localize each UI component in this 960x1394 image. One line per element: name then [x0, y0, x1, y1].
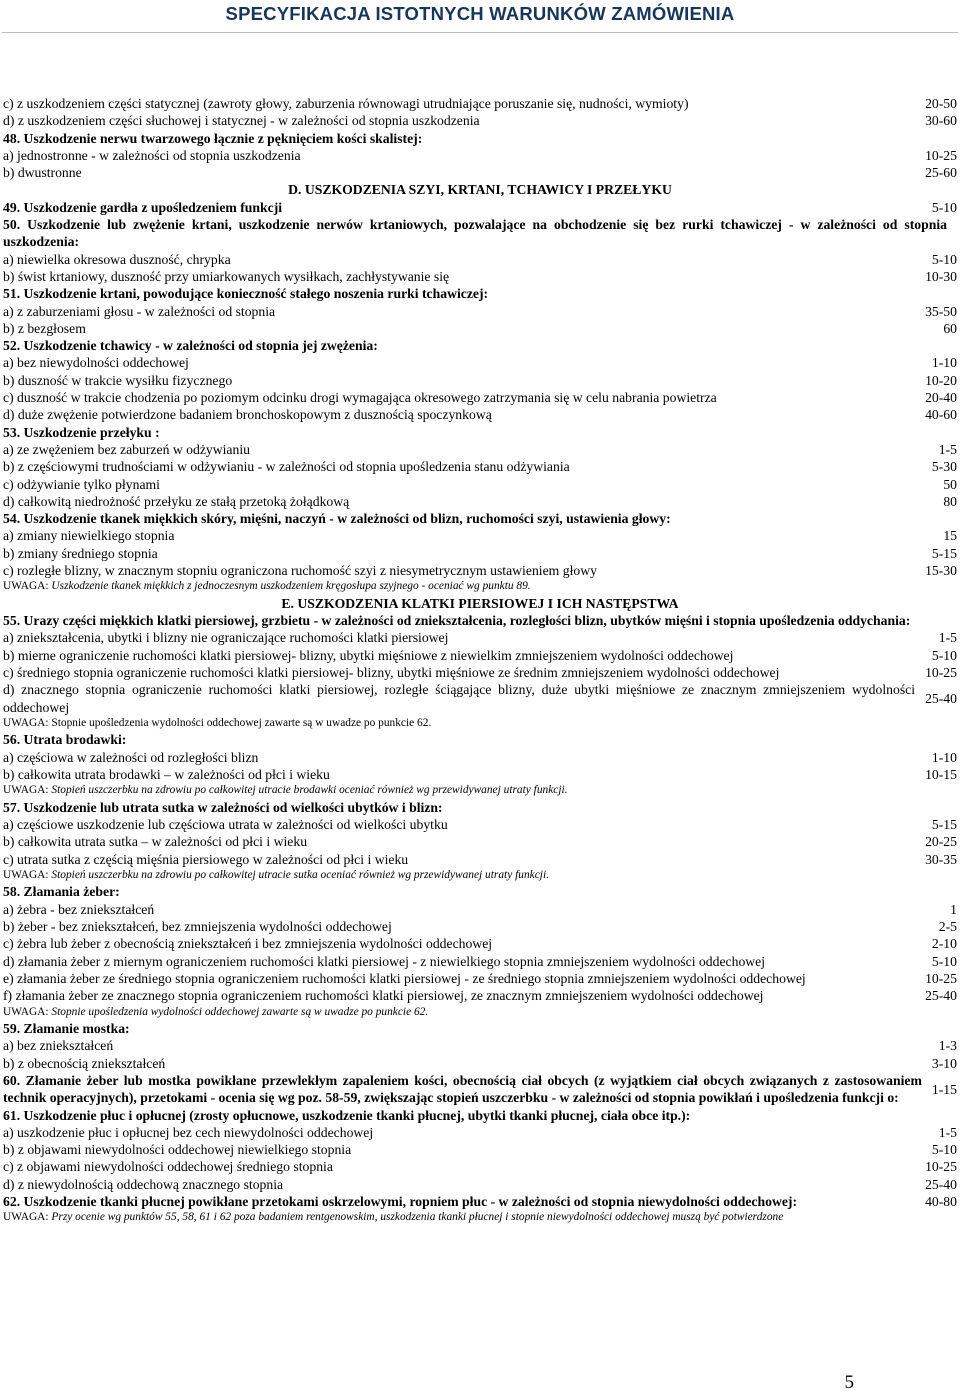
item-value: 80 [943, 493, 957, 509]
item-text: c) z uszkodzeniem części statycznej (zawroty głowy, zaburzenia równowagi utrudniające poruszanie się, nudności, wymioty) [3, 96, 689, 111]
item-value: 2-5 [938, 919, 957, 935]
item-value: 10-30 [925, 268, 957, 284]
item-row [3, 164, 957, 181]
item-value: 20-25 [925, 834, 957, 850]
item-row [3, 337, 957, 354]
note-text: Stopień uszczerbku na zdrowiu po całkowitej utracie brodawki oceniać również wg przewidywanej utraty funkcji. [51, 784, 568, 797]
item-row [3, 935, 957, 952]
item-value: 10-25 [925, 970, 957, 986]
item-row [3, 510, 957, 527]
item-text: f) złamania żeber ze znacznego stopnia ograniczeniem ruchomości klatki piersiowej, ze znacznym zmniejszeniem wydolności oddechowej [3, 988, 764, 1004]
item-value: 10-25 [925, 147, 957, 163]
item-row [3, 1124, 957, 1141]
item-row [3, 95, 957, 112]
item-row [3, 883, 957, 900]
item-value: 10-25 [925, 1159, 957, 1175]
item-text: d) znacznego stopnia ograniczenie ruchomości klatki piersiowej, rozległe ściągające blizny, duże ubytki mięśniowe ze znacznym zmniejszeniem wydolności oddechowej [3, 682, 916, 715]
item-row [3, 112, 957, 129]
item-text: d) z uszkodzeniem części słuchowej i statycznej - w zależności od stopnia uszkodzenia [3, 113, 480, 129]
item-row [3, 970, 957, 987]
item-row [3, 562, 957, 579]
item-value: 50 [943, 476, 957, 492]
item-value: 1-5 [938, 630, 957, 646]
item-text: b) zmiany średniego stopnia [3, 545, 158, 561]
item-row [3, 441, 957, 458]
item-text: a) z zaburzeniami głosu - w zależności od stopnia [3, 303, 276, 319]
note-text: Przy ocenie wg punktów 55, 58, 61 i 62 poza badaniem rentgenowskim, uszkodzenia tkanki płucnej i stopnie niewydolności oddechowej muszą być potwierdzone [51, 1211, 784, 1224]
item-text: 55. Urazy części miękkich klatki piersiowej, grzbietu - w zależności od zniekształcenia, rozległości blizn, ubytków mięśni i stopnia upośledzenia oddychania: [3, 613, 911, 629]
item-value: 5-10 [931, 1142, 957, 1158]
item-text: 60. Złamanie żeber lub mostka powikłane przewlekłym zapaleniem kości, obecnością ciał obcych (z wyjątkiem ciał obcych związanych z zastosowaniem technik operacyjnych), przetokami - ocenia się wg poz. 58-59, zwiększając stopień uszczerbku - w zależności od stopnia powikłań i upośledzenia funkcji o: [3, 1072, 922, 1106]
item-value: 40-80 [925, 1194, 957, 1210]
item-row [3, 320, 957, 337]
item-text: b) świst krtaniowy, duszność przy umiarkowanych wysiłkach, zachłystywanie się [3, 268, 450, 284]
item-text: b) z bezgłosem [3, 320, 86, 336]
item-row [3, 1158, 957, 1175]
item-row [3, 354, 957, 371]
item-row [3, 372, 957, 389]
item-text: 53. Uszkodzenie przełyku : [3, 424, 160, 440]
item-value: 5-10 [931, 199, 957, 215]
header-divider [2, 32, 958, 33]
item-value: 25-40 [925, 1176, 957, 1192]
item-value: 5-10 [931, 251, 957, 267]
item-text: c) żebra lub żeber z obecnością zniekształceń i bez zmniejszenia wydolności oddechowej [3, 936, 493, 952]
item-value: 25-60 [925, 165, 957, 181]
item-row [3, 664, 957, 681]
item-row [3, 216, 957, 251]
item-text: d) duże zwężenie potwierdzone badaniem bronchoskopowym z dusznością spoczynkową [3, 407, 492, 423]
item-text: 48. Uszkodzenie nerwu twarzowego łącznie z pęknięciem kości skalistej: [3, 130, 423, 146]
item-value: 40-60 [925, 407, 957, 423]
item-row [3, 147, 957, 164]
item-row [3, 406, 957, 423]
note-label: UWAGA: [3, 868, 49, 881]
item-row [3, 629, 957, 646]
item-text: c) odżywianie tylko płynami [3, 476, 160, 492]
item-text: b) żeber - bez zniekształceń, bez zmniejszenia wydolności oddechowej [3, 919, 392, 935]
item-row [3, 476, 957, 493]
item-row [3, 199, 957, 216]
item-value: 25-40 [925, 988, 957, 1004]
item-text: c) z objawami niewydolności oddechowej średniego stopnia [3, 1159, 333, 1175]
item-row [3, 612, 957, 629]
item-text: b) całkowita utrata brodawki – w zależności od płci i wieku [3, 766, 330, 782]
document-body [3, 95, 957, 1226]
item-value: 1 [950, 901, 957, 917]
item-row [3, 766, 957, 783]
item-value: 10-15 [925, 766, 957, 782]
item-value: 5-15 [931, 545, 957, 561]
item-value: 5-30 [931, 459, 957, 475]
item-row [3, 851, 957, 868]
note-label: UWAGA: [3, 580, 49, 593]
item-text: c) rozległe blizny, w znacznym stopniu ograniczona ruchomość szyi z niesymetrycznym ustawieniem głowy [3, 563, 597, 579]
item-value: 30-35 [925, 851, 957, 867]
note-text: Stopień uszczerbku na zdrowiu po całkowitej utracie sutka oceniać również wg przewidywanej utraty funkcji. [51, 868, 549, 881]
item-value: 1-3 [938, 1038, 957, 1054]
item-row [3, 833, 957, 850]
item-text: b) z obecnością zniekształceń [3, 1055, 166, 1071]
note-line [3, 783, 957, 799]
item-text: a) częściowe uszkodzenie lub częściowa utrata w zależności od wielkości ubytku [3, 817, 448, 833]
item-text: d) całkowitą niedrożność przełyku ze stałą przetoką żołądkową [3, 493, 350, 509]
item-value: 2-10 [931, 936, 957, 952]
note-line [3, 1005, 957, 1021]
item-row [3, 1141, 957, 1158]
item-text: 52. Uszkodzenie tchawicy - w zależności od stopnia jej zwężenia: [3, 338, 378, 354]
item-text: a) ze zwężeniem bez zaburzeń w odżywianiu [3, 441, 250, 457]
item-text: b) całkowita utrata sutka – w zależności od płci i wieku [3, 834, 308, 850]
item-row [3, 918, 957, 935]
item-text: c) utrata sutka z częścią mięśnia piersiowego w zależności od płci i wieku [3, 851, 409, 867]
item-text: b) dwustronne [3, 165, 82, 181]
page-number: 5 [844, 1372, 854, 1393]
item-value: 10-25 [925, 665, 957, 680]
item-text: a) częściowa w zależności od rozległości blizn [3, 749, 259, 765]
item-row [3, 1107, 957, 1124]
item-text: 59. Złamanie mostka: [3, 1021, 130, 1037]
section-heading: E. USZKODZENIA KLATKI PIERSIOWEJ I ICH NASTĘPSTWA [281, 595, 679, 611]
item-text: b) z częściowymi trudnościami w odżywianiu - w zależności od stopnia upośledzenia stanu odżywiania [3, 459, 570, 475]
item-value: 30-60 [925, 113, 957, 129]
item-text: c) duszność w trakcie chodzenia po poziomym odcinku drogi wymagająca okresowego zatrzymania się w celu nabrania powietrza [3, 390, 717, 406]
item-row [3, 749, 957, 766]
item-row [3, 731, 957, 748]
item-text: c) średniego stopnia ograniczenie ruchomości klatki piersiowej- blizny, ubytki mięśniowe ze średnim zmniejszeniem wydolności oddechowej [3, 665, 780, 680]
item-row [3, 285, 957, 302]
item-text: e) złamania żeber ze średniego stopnia ograniczeniem ruchomości klatki piersiowej - ze średniego stopnia zmniejszeniem wydolności oddechowej [3, 970, 806, 986]
note-text: Uszkodzenie tkanek miękkich z jednoczesnym uszkodzeniem kręgosłupa szyjnego - oceniać wg punktu 89. [51, 580, 531, 593]
item-text: a) bez niewydolności oddechowej [3, 355, 189, 371]
item-text: a) zniekształcenia, ubytki i blizny nie ograniczające ruchomości klatki piersiowej [3, 630, 449, 646]
item-text: b) z objawami niewydolności oddechowej niewielkiego stopnia [3, 1142, 352, 1158]
item-text: 56. Utrata brodawki: [3, 732, 127, 748]
item-value: 1-5 [938, 1124, 957, 1140]
item-value: 10-20 [925, 372, 957, 388]
item-value: 3-10 [931, 1055, 957, 1071]
item-row [3, 424, 957, 441]
item-value: 35-50 [925, 303, 957, 319]
item-value: 5-10 [931, 647, 957, 663]
item-row [3, 1193, 957, 1210]
note-line [3, 868, 957, 884]
item-text: 51. Uszkodzenie krtani, powodujące konieczność stałego noszenia rurki tchawiczej: [3, 286, 489, 302]
item-row [3, 458, 957, 475]
item-text: a) niewielka okresowa duszność, chrypka [3, 251, 231, 267]
item-value: 1-10 [931, 355, 957, 371]
section-heading: D. USZKODZENIA SZYI, KRTANI, TCHAWICY I PRZEŁYKU [288, 182, 672, 198]
item-text: a) zmiany niewielkiego stopnia [3, 528, 175, 544]
item-value: 25-40 [925, 690, 957, 706]
item-text: 58. Złamania żeber: [3, 884, 120, 900]
item-value: 15-30 [925, 563, 957, 579]
item-value: 5-15 [931, 817, 957, 833]
item-text: 61. Uszkodzenie płuc i opłucnej (zrosty opłucnowe, uszkodzenie tkanki płucnej, ubytki tkanki płucnej, ciała obce itp.): [3, 1107, 691, 1123]
note-text: Stopnie upośledzenia wydolności oddechowej zawarte są w uwadze po punkcie 62. [51, 1005, 429, 1018]
item-text: 57. Uszkodzenie lub utrata sutka w zależności od wielkości ubytków i blizn: [3, 799, 443, 815]
item-row [3, 545, 957, 562]
item-row [3, 1176, 957, 1193]
item-row [3, 268, 957, 285]
item-text: 50. Uszkodzenie lub zwężenie krtani, uszkodzenie nerwów krtaniowych, pozwalające na obchodzenie się bez rurki tchawiczej - w zależności od stopnia uszkodzenia: [3, 217, 947, 250]
note-line [3, 716, 957, 732]
item-text: a) jednostronne - w zależności od stopnia uszkodzenia [3, 147, 301, 163]
item-text: a) uszkodzenie płuc i opłucnej bez cech niewydolności oddechowej [3, 1124, 374, 1140]
item-row [3, 816, 957, 833]
item-text: b) mierne ograniczenie ruchomości klatki piersiowej- blizny, ubytki mięśniowe z niewielkim zmniejszeniem wydolności oddechowej [3, 647, 734, 663]
item-text: b) duszność w trakcie wysiłku fizycznego [3, 372, 233, 388]
note-line [3, 579, 957, 595]
item-row [3, 251, 957, 268]
item-row [3, 681, 957, 716]
note-label: UWAGA: [3, 1005, 49, 1018]
note-label: UWAGA: [3, 784, 49, 797]
item-text: a) żebra - bez zniekształceń [3, 901, 155, 917]
item-text: 62. Uszkodzenie tkanki płucnej powikłane przetokami oskrzelowymi, ropniem płuc - w zależności od stopnia niewydolności oddechowej: [3, 1194, 798, 1210]
item-row [3, 1037, 957, 1054]
item-row [3, 799, 957, 816]
note-label: UWAGA: Stopnie upośledzenia wydolności oddechowej zawarte są w uwadze po punkcie 62. [3, 716, 432, 729]
item-row [3, 130, 957, 147]
item-text: 54. Uszkodzenie tkanek miękkich skóry, mięśni, naczyń - w zależności od blizn, ruchomości szyi, ustawienia głowy: [3, 511, 671, 527]
item-text: d) z niewydolnością oddechową znacznego stopnia [3, 1176, 284, 1192]
item-row [3, 303, 957, 320]
item-row [3, 901, 957, 918]
note-label: UWAGA: [3, 1211, 49, 1224]
item-row [3, 1072, 957, 1107]
document-header-title: SPECYFIKACJA ISTOTNYCH WARUNKÓW ZAMÓWIENIA [225, 3, 735, 24]
item-value: 20-40 [925, 390, 957, 406]
item-value: 1-15 [931, 1081, 957, 1097]
item-value: 5-10 [931, 953, 957, 969]
item-text: a) bez zniekształceń [3, 1038, 114, 1054]
item-value: 1-10 [931, 749, 957, 765]
item-value: 1-5 [938, 441, 957, 457]
item-row [3, 1020, 957, 1037]
item-value: 15 [943, 528, 957, 544]
item-row [3, 987, 957, 1004]
item-value: 20-50 [925, 96, 957, 111]
item-row [3, 493, 957, 510]
item-text: 49. Uszkodzenie gardła z upośledzeniem funkcji [3, 199, 283, 215]
item-row [3, 647, 957, 664]
item-value: 60 [943, 320, 957, 336]
item-row [3, 527, 957, 544]
item-row [3, 389, 957, 406]
item-text: d) złamania żeber z miernym ograniczeniem ruchomości klatki piersiowej - z niewielkiego stopnia zmniejszeniem wydolności oddechowej [3, 953, 766, 969]
item-row [3, 953, 957, 970]
note-line [3, 1210, 957, 1226]
item-row [3, 1055, 957, 1072]
